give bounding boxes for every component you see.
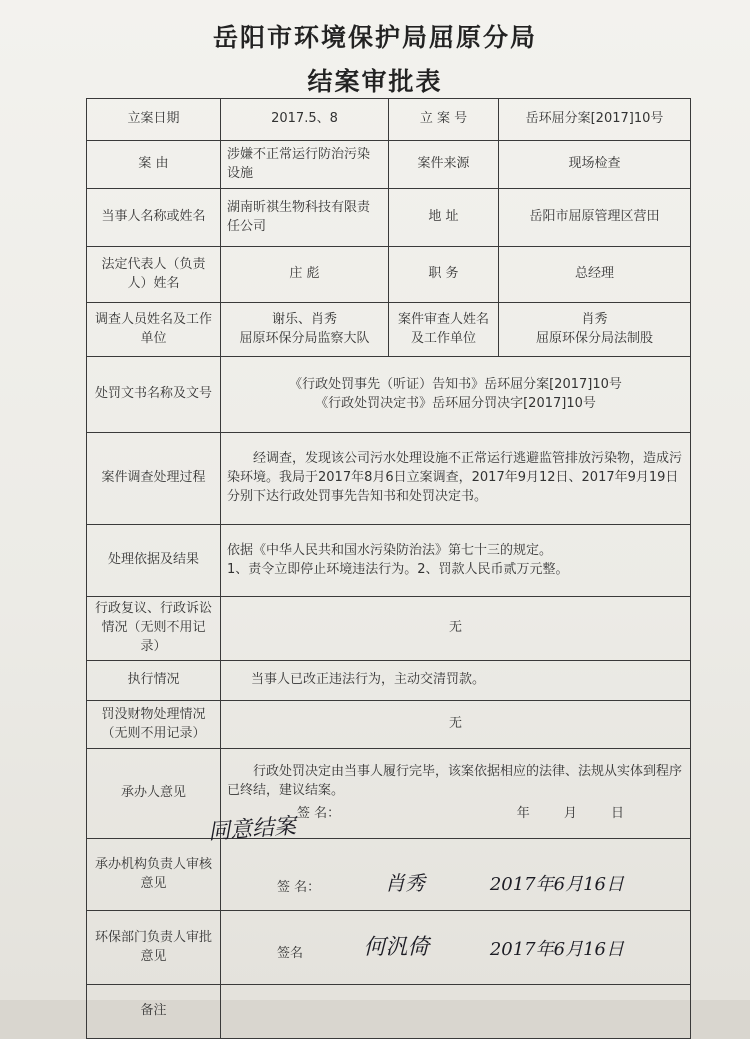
position-label: 职 务: [389, 247, 499, 303]
investigators-cell: [221, 303, 389, 357]
reviewers-label: 案件审查人姓名及工作单位: [389, 303, 499, 357]
review-label: 行政复议、行政诉讼情况（无则不用记录）: [87, 597, 221, 661]
property-value: 无: [221, 701, 691, 749]
address-label: 地 址: [389, 189, 499, 247]
investigators-unit: 屈原环保分局监察大队: [239, 330, 370, 346]
case-no-value: 岳环屈分案[2017]10号: [499, 99, 691, 141]
investigation-label: 案件调查处理过程: [87, 433, 221, 525]
penalty-docs-label: 处罚文书名称及文号: [87, 357, 221, 433]
case-no-label: 立 案 号: [389, 99, 499, 141]
handler-opinion: 行政处罚决定由当事人履行完毕，该案依据相应的法律、法规从实体到程序已终结，建议结案。: [227, 764, 683, 799]
dept-head-cell: [221, 839, 691, 911]
penalty-docs-cell: [221, 357, 691, 433]
penalty-doc-1: 《行政处罚事先（听证）告知书》岳环屈分案[2017]10号: [289, 376, 622, 392]
basis-line-2: 1、责令立即停止环境违法行为。2、罚款人民币贰万元整。: [227, 561, 569, 577]
filing-date-label: 立案日期: [87, 99, 221, 141]
position-value: 总经理: [499, 247, 691, 303]
filing-date-value: 2017.5、8: [221, 99, 389, 141]
remarks-value: [221, 985, 691, 1039]
party-label: 当事人名称或姓名: [87, 189, 221, 247]
execution-value: 当事人已改正违法行为，主动交清罚款。: [221, 661, 691, 701]
reviewers-name: 肖秀: [581, 311, 608, 327]
address-value: 岳阳市屈原管理区营田: [499, 189, 691, 247]
execution-label: 执行情况: [87, 661, 221, 701]
bureau-head-date: 2017年6月16日: [489, 939, 624, 961]
form-title: 结案审批表: [307, 67, 443, 96]
bureau-head-signature: 何汎倚: [363, 934, 430, 960]
case-source-value: 现场检查: [499, 141, 691, 189]
dept-head-label: 承办机构负责人审核意见: [87, 839, 221, 911]
dept-head-sign-label: 签 名：: [277, 880, 321, 896]
dept-head-date: 2017年6月16日: [489, 873, 624, 895]
basis-line-1: 依据《中华人民共和国水污染防治法》第七十三的规定。: [227, 542, 553, 558]
basis-cell: [221, 525, 691, 597]
handler-sign-label: 签 名：: [297, 805, 341, 821]
property-label: 罚没财物处理情况（无则不用记录）: [87, 701, 221, 749]
bureau-head-cell: [221, 911, 691, 985]
handler-date-label: 年 月 日: [516, 805, 624, 821]
dept-head-signature: 肖秀: [384, 871, 425, 895]
investigators-label: 调查人员姓名及工作单位: [87, 303, 221, 357]
org-title: 岳阳市环境保护局屈原分局: [212, 23, 537, 52]
investigation-text: 经调查，发现该公司污水处理设施不正常运行逃避监管排放污染物，造成污染环境。我局于2017年8月6日立案调查，2017年9月12日、2017年9月19日分别下达行政处罚事先告知书和处罚决定书。: [221, 433, 691, 525]
case-cause-label: 案 由: [87, 141, 221, 189]
case-cause-value: 涉嫌不正常运行防治污染设施: [221, 141, 389, 189]
basis-label: 处理依据及结果: [87, 525, 221, 597]
party-name-value: 湖南昕祺生物科技有限责任公司: [221, 189, 389, 247]
dept-head-handwritten-opinion: 同意结案: [207, 813, 297, 846]
approval-form-table: [86, 98, 691, 1039]
remarks-label: 备注: [87, 985, 221, 1039]
reviewers-cell: [499, 303, 691, 357]
handler-label: 承办人意见: [87, 749, 221, 839]
reviewers-unit: 屈原环保分局法制股: [535, 330, 653, 346]
review-value: 无: [221, 597, 691, 661]
bureau-head-sign-label: 签名: [277, 945, 304, 961]
investigators-names: 谢乐、肖秀: [271, 311, 337, 327]
penalty-doc-2: 《行政处罚决定书》岳环屈分罚决字[2017]10号: [315, 395, 596, 411]
case-source-label: 案件来源: [389, 141, 499, 189]
legal-rep-value: 庄 彪: [221, 247, 389, 303]
legal-rep-label: 法定代表人（负责人）姓名: [87, 247, 221, 303]
bureau-head-label: 环保部门负责人审批意见: [87, 911, 221, 985]
